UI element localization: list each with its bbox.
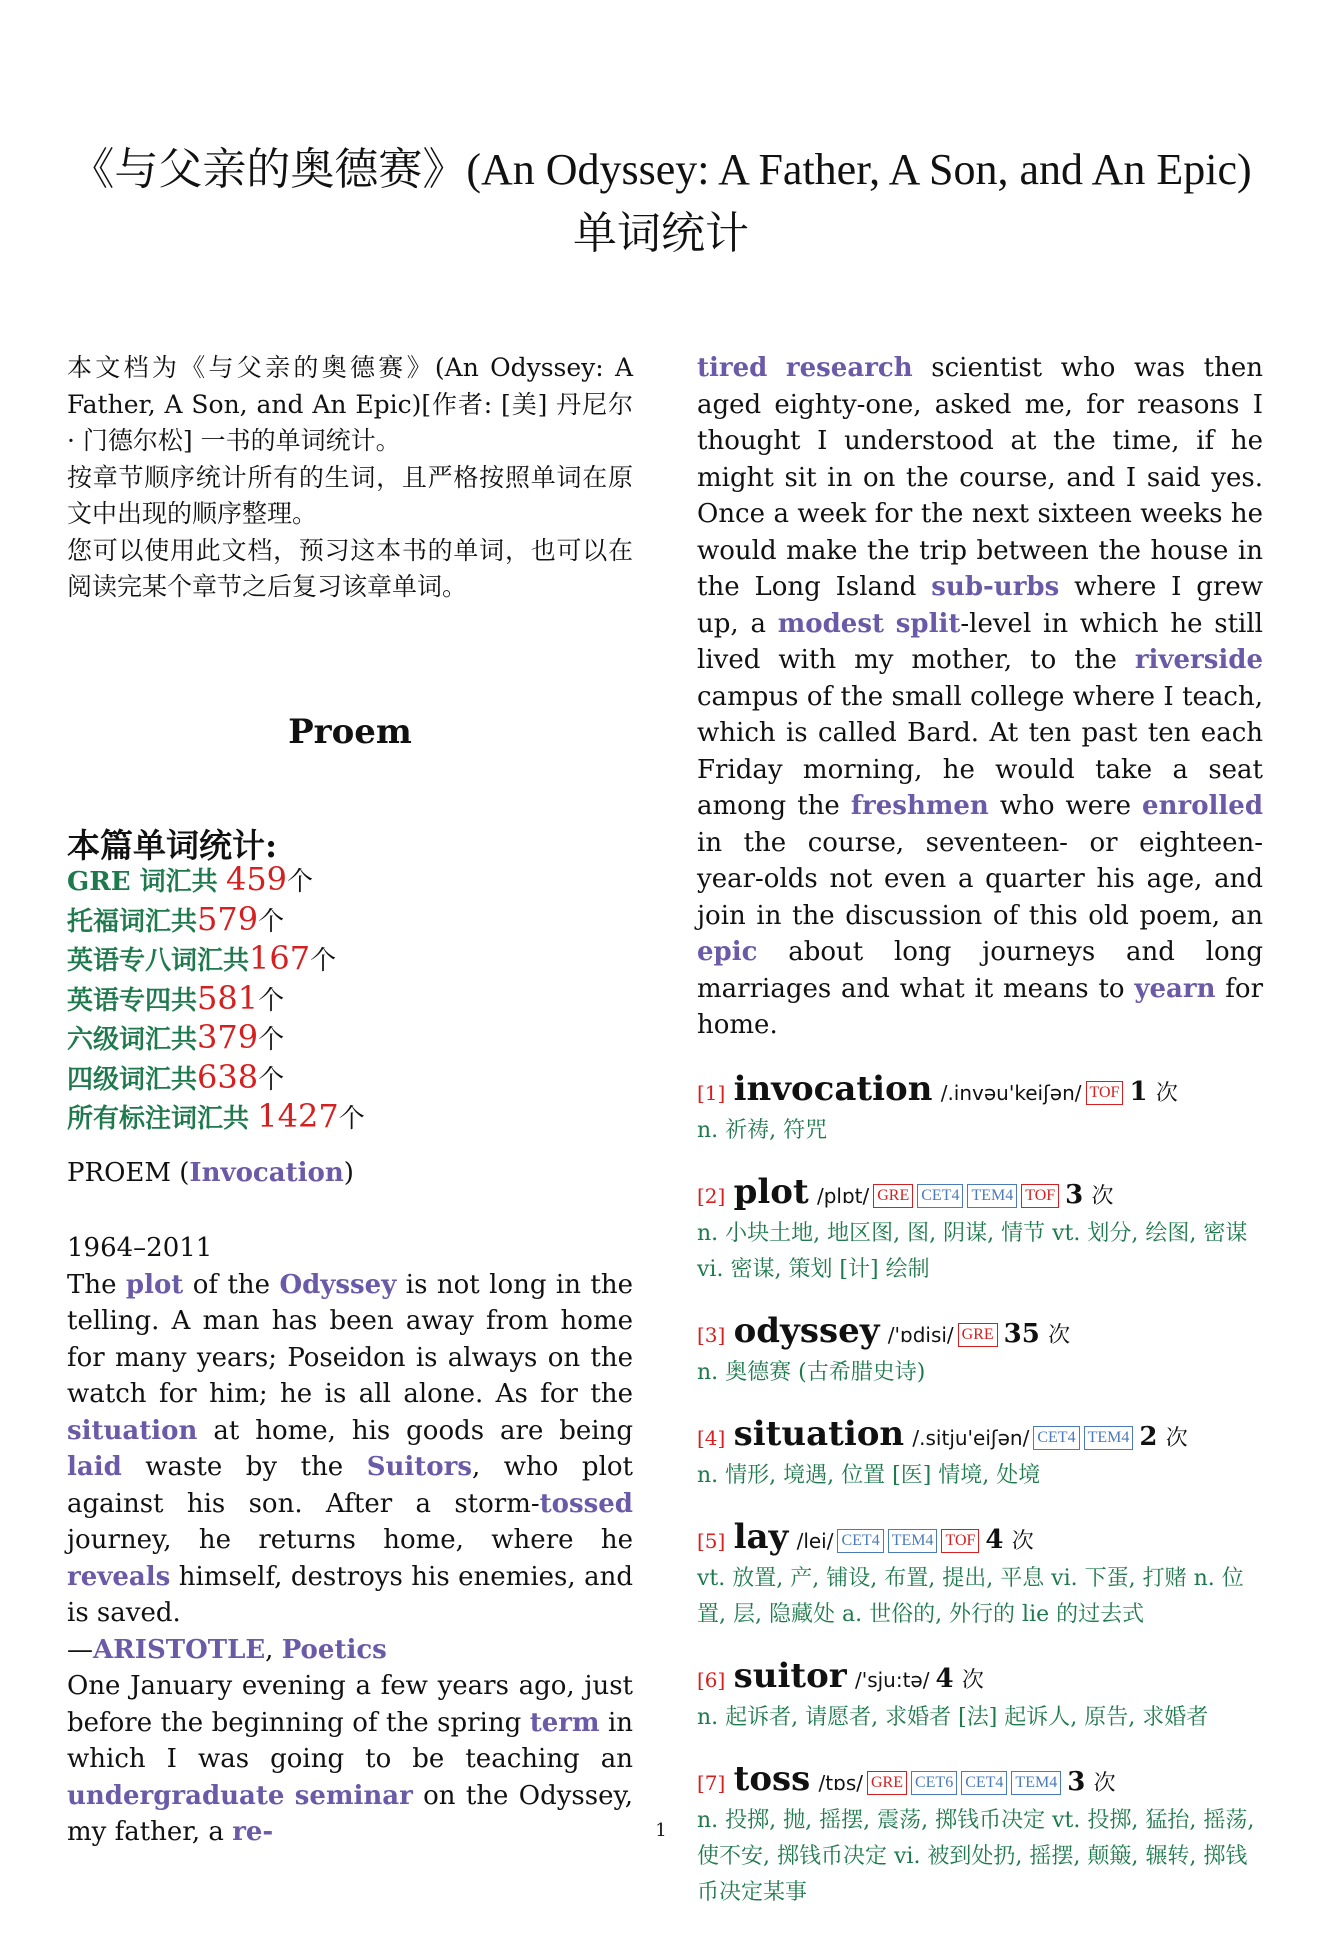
entry-count: 1 xyxy=(1129,1076,1148,1107)
vocab-word: undergraduate xyxy=(67,1780,285,1811)
vocab-word: sub-urbs xyxy=(931,572,1060,602)
vocab-word: tossed xyxy=(539,1488,633,1519)
entry-phonetic: /lei/ xyxy=(796,1528,834,1553)
entry-definition: n. 情形, 境遇, 位置 [医] 情境, 处境 xyxy=(697,1462,1041,1488)
vocab-word: yearn xyxy=(1134,973,1216,1004)
entry-count-unit: 次 xyxy=(1155,1080,1178,1106)
entry-count-unit: 次 xyxy=(961,1667,984,1693)
vocab-word: term xyxy=(529,1707,600,1738)
body-paragraph: The plot of the Odyssey is not long in the telling. A man has been away from home for many years; Poseidon is always on the watch for him; he is all alone. As for the situation at home, his goods are being laid waste by the Suitors, who plot against his son. After a storm-tossed journey, he returns home, where he reveals himself, destroys his enemies, and is saved. xyxy=(67,1269,633,1628)
intro xyxy=(67,350,633,606)
vocab-word: riverside xyxy=(1134,645,1263,675)
stats-heading: 本篇单词统计: xyxy=(67,826,278,865)
stat-unit: 个 xyxy=(338,1104,365,1134)
vocab-word: Odyssey xyxy=(279,1269,397,1300)
entry-head xyxy=(697,1518,1263,1561)
vocab-word: tired xyxy=(697,353,768,383)
entry-word: odyssey xyxy=(733,1310,880,1351)
vocab-word: Poetics xyxy=(281,1634,387,1665)
page-number: 1 xyxy=(655,1820,667,1841)
entry-head xyxy=(697,1173,1263,1216)
proem-suffix: ) xyxy=(343,1158,354,1188)
vocab-word: modest xyxy=(777,608,884,639)
date-line: 1964–2011 xyxy=(67,1233,213,1263)
stat-unit: 个 xyxy=(258,906,285,937)
entry-head xyxy=(697,1312,1263,1355)
exam-tag: TOF xyxy=(1086,1081,1124,1105)
stat-unit: 个 xyxy=(258,985,285,1016)
vocab-entry xyxy=(697,1415,1263,1494)
vocab-entry xyxy=(697,1657,1263,1736)
stat-label: 六级词汇共 xyxy=(67,1025,198,1055)
exam-tag: GRE xyxy=(867,1771,907,1795)
exam-tag: CET4 xyxy=(1033,1426,1079,1450)
vocab-word: laid xyxy=(67,1452,122,1482)
vocab-entries xyxy=(697,1070,1263,1911)
entry-count: 4 xyxy=(935,1663,954,1694)
left-column xyxy=(67,350,634,1847)
body-paragraph: One January evening a few years ago, just before the beginning of the spring term in which I was going to be teaching an undergraduate seminar on the Odyssey, my father, a re- xyxy=(67,1671,634,1847)
entry-word: toss xyxy=(733,1758,811,1799)
entry-head xyxy=(697,1760,1263,1803)
stat-label: 英语专八词汇共 xyxy=(67,946,250,976)
stat-number: 167 xyxy=(249,939,311,977)
vocab-word: enrolled xyxy=(1142,791,1264,821)
intro-paragraph: 本文档为《与父亲的奥德赛》(An Odyssey: A Father, A Son, and An Epic)[作者: [美] 丹尼尔 · 门德尔松] 一书的单词统计。 xyxy=(67,353,633,455)
exam-tag: GRE xyxy=(873,1184,913,1208)
entry-count-unit: 次 xyxy=(1091,1183,1114,1209)
entry-phonetic: /'ɒdisi/ xyxy=(887,1322,954,1347)
entry-head xyxy=(697,1070,1263,1113)
entry-phonetic: /tɒs/ xyxy=(818,1770,863,1795)
exam-tag: CET4 xyxy=(837,1529,883,1553)
body-paragraph: tired research scientist who was then aged eighty-one, asked me, for reasons I thought I understood at the time, if he might sit in on the course, and I said yes. Once a week for the next sixteen weeks he would make the trip between the house in the Long Island sub-urbs where I grew up, a modest split-level in which he still lived with my mother, to the riverside campus of the small college where I teach, which is called Bard. At ten past ten each Friday morning, he would take a seat among the freshmen who were enrolled in the course, seventeen- or eighteen-year-olds not even a quarter his age, and join in the discussion of this old poem, an epic about long journeys and long marriages and what it means to yearn for home. xyxy=(697,353,1264,1040)
entry-count: 3 xyxy=(1067,1766,1086,1797)
entry-phonetic: /'sju:tə/ xyxy=(854,1667,930,1692)
proem-prefix: PROEM ( xyxy=(67,1158,190,1188)
vocab-word: plot xyxy=(125,1269,184,1300)
stat-row xyxy=(67,940,365,980)
entry-definition: n. 投掷, 抛, 摇摆, 震荡, 掷钱币决定 vt. 投掷, 猛抬, 摇荡, 使不安, 掷钱币决定 vi. 被到处扔, 摇摆, 颠簸, 辗转, 掷钱币决定某事 xyxy=(697,1807,1255,1905)
entry-count-unit: 次 xyxy=(1048,1322,1071,1348)
entry-word: lay xyxy=(733,1516,789,1557)
exam-tag: TEM4 xyxy=(1084,1426,1134,1450)
stat-number: 579 xyxy=(197,899,259,938)
vocab-word: Suitors xyxy=(366,1452,472,1482)
entry-index: [4] xyxy=(697,1425,726,1450)
vocab-entry xyxy=(697,1070,1263,1149)
entry-word: invocation xyxy=(733,1068,933,1109)
section-title: Proem xyxy=(288,712,412,752)
entry-head xyxy=(697,1657,1263,1700)
entry-definition: n. 奥德赛 (古希腊史诗) xyxy=(697,1359,926,1385)
right-column xyxy=(697,350,1263,1935)
stat-row xyxy=(67,1098,365,1138)
proem-line xyxy=(67,1158,354,1188)
vocab-word: seminar xyxy=(294,1780,413,1811)
vocab-word: Invocation xyxy=(189,1158,344,1188)
page-title: 《与父亲的奥德赛》(An Odyssey: A Father, A Son, and An Epic) 单词统计 xyxy=(70,145,1252,258)
entry-count: 35 xyxy=(1003,1318,1040,1349)
stat-row xyxy=(67,1059,365,1099)
stat-unit: 个 xyxy=(258,1025,285,1055)
stat-unit: 个 xyxy=(310,946,337,976)
entry-phonetic: /.sitju'eiʃən/ xyxy=(912,1425,1030,1450)
intro-paragraph: 按章节顺序统计所有的生词，且严格按照单词在原文中出现的顺序整理。 xyxy=(67,462,633,528)
vocab-word: freshmen xyxy=(850,791,989,821)
entry-phonetic: /plɒt/ xyxy=(816,1183,870,1208)
vocab-word: situation xyxy=(67,1415,198,1446)
vocab-entry xyxy=(697,1312,1263,1391)
entry-index: [2] xyxy=(697,1183,726,1208)
entry-word: suitor xyxy=(733,1655,847,1696)
stat-label: 所有标注词汇共 xyxy=(67,1104,250,1134)
left-body xyxy=(67,1230,633,1851)
entry-count-unit: 次 xyxy=(1011,1528,1034,1554)
stat-number: 459 xyxy=(225,860,288,898)
vocab-entry xyxy=(697,1518,1263,1633)
intro-paragraph: 您可以使用此文档，预习这本书的单词，也可以在阅读完某个章节之后复习该章单词。 xyxy=(67,535,633,601)
entry-count-unit: 次 xyxy=(1093,1770,1116,1796)
stat-number: 581 xyxy=(197,978,259,1017)
entry-definition: n. 小块土地, 地区图, 图, 阴谋, 情节 vt. 划分, 绘图, 密谋 vi. 密谋, 策划 [计] 绘制 xyxy=(697,1220,1248,1282)
stat-number: 1427 xyxy=(257,1097,339,1135)
entry-head xyxy=(697,1415,1263,1458)
entry-definition: n. 起诉者, 请愿者, 求婚者 [法] 起诉人, 原告, 求婚者 xyxy=(697,1704,1209,1730)
entry-count-unit: 次 xyxy=(1165,1425,1188,1451)
stat-row xyxy=(67,1019,365,1059)
vocab-word: re- xyxy=(232,1817,274,1847)
stat-label: GRE 词汇共 xyxy=(67,867,218,897)
stat-label: 四级词汇共 xyxy=(67,1064,198,1095)
entry-index: [5] xyxy=(697,1528,726,1553)
vocab-word: research xyxy=(785,353,913,383)
entry-word: situation xyxy=(733,1413,905,1454)
entry-index: [3] xyxy=(697,1322,726,1347)
entry-word: plot xyxy=(733,1171,809,1212)
stat-unit: 个 xyxy=(287,867,314,897)
attribution: —ARISTOTLE, Poetics xyxy=(67,1634,387,1665)
stats-list xyxy=(67,861,365,1138)
stat-row xyxy=(67,901,365,941)
exam-tag: CET4 xyxy=(917,1184,963,1208)
entry-definition: vt. 放置, 产, 铺设, 布置, 提出, 平息 vi. 下蛋, 打赌 n. 位置, 层, 隐藏处 a. 世俗的, 外行的 lie 的过去式 xyxy=(697,1565,1244,1627)
exam-tag: CET4 xyxy=(961,1771,1007,1795)
entry-index: [6] xyxy=(697,1667,726,1692)
vocab-word: reveals xyxy=(67,1561,171,1592)
exam-tag: TOF xyxy=(1021,1184,1059,1208)
entry-count: 4 xyxy=(985,1524,1004,1555)
vocab-word: split xyxy=(895,608,961,639)
stat-label: 英语专四共 xyxy=(67,985,198,1016)
vocab-word: ARISTOTLE xyxy=(93,1634,266,1665)
exam-tag: TEM4 xyxy=(967,1184,1017,1208)
stat-number: 379 xyxy=(197,1018,259,1056)
stat-row xyxy=(67,861,365,901)
entry-definition: n. 祈祷, 符咒 xyxy=(697,1117,828,1143)
entry-index: [1] xyxy=(697,1080,726,1105)
exam-tag: TOF xyxy=(941,1529,979,1553)
vocab-word: epic xyxy=(697,937,758,967)
entry-count: 2 xyxy=(1139,1421,1158,1452)
stat-label: 托福词汇共 xyxy=(67,906,198,937)
exam-tag: GRE xyxy=(958,1323,998,1347)
exam-tag: TEM4 xyxy=(888,1529,938,1553)
exam-tag: CET6 xyxy=(911,1771,957,1795)
entry-phonetic: /.invəu'keiʃən/ xyxy=(940,1080,1082,1105)
entry-index: [7] xyxy=(697,1770,726,1795)
stat-number: 638 xyxy=(197,1057,259,1096)
entry-count: 3 xyxy=(1065,1179,1084,1210)
stat-row xyxy=(67,980,365,1020)
stat-unit: 个 xyxy=(258,1064,285,1095)
vocab-entry xyxy=(697,1173,1263,1288)
exam-tag: TEM4 xyxy=(1011,1771,1061,1795)
